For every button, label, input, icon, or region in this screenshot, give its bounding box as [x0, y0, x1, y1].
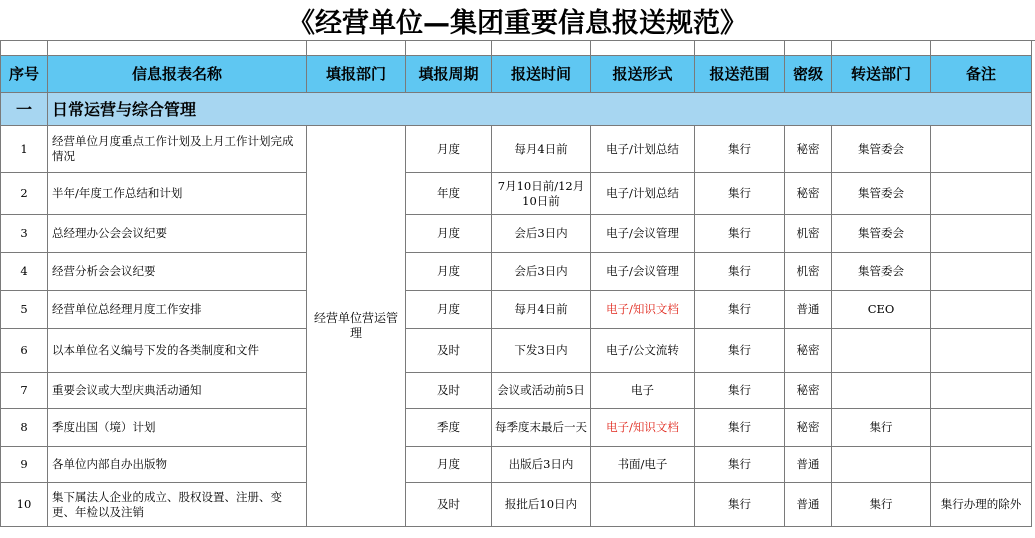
- header-cell-note: 备注: [931, 56, 1032, 93]
- note-cell: [931, 253, 1032, 291]
- scope-cell: 集行: [695, 483, 785, 527]
- cycle-cell: 及时: [406, 329, 492, 373]
- form-cell: 电子/公文流转: [591, 329, 695, 373]
- time-cell: 每月4日前: [492, 126, 591, 173]
- form-cell: [591, 483, 695, 527]
- report-name-cell: 经营单位总经理月度工作安排: [48, 291, 307, 329]
- time-cell: 会议或活动前5日: [492, 373, 591, 409]
- report-name-cell: 以本单位名义编号下发的各类制度和文件: [48, 329, 307, 373]
- table-row: [1, 126, 1032, 173]
- form-cell: 电子: [591, 373, 695, 409]
- secret-level-cell: 普通: [785, 447, 832, 483]
- department-merged-cell: 经营单位营运管理: [307, 126, 406, 527]
- table-row: [1, 291, 1032, 329]
- cycle-cell: 季度: [406, 409, 492, 447]
- forward-department-cell: [832, 329, 931, 373]
- secret-level-cell: 秘密: [785, 373, 832, 409]
- note-cell: 集行办理的除外: [931, 483, 1032, 527]
- note-cell: [931, 447, 1032, 483]
- cycle-cell: 月度: [406, 291, 492, 329]
- form-cell: 电子/计划总结: [591, 126, 695, 173]
- table-row: [1, 373, 1032, 409]
- header-cell-scope: 报送范围: [695, 56, 785, 93]
- header-cell-form: 报送形式: [591, 56, 695, 93]
- table-row: [1, 409, 1032, 447]
- cycle-cell: 月度: [406, 215, 492, 253]
- table-row: [1, 215, 1032, 253]
- forward-department-cell: 集行: [832, 409, 931, 447]
- row-number-cell: 10: [1, 483, 48, 527]
- scope-cell: 集行: [695, 373, 785, 409]
- form-cell: 电子/知识文档: [591, 409, 695, 447]
- forward-department-cell: 集管委会: [832, 173, 931, 215]
- cycle-cell: 月度: [406, 253, 492, 291]
- scope-cell: 集行: [695, 126, 785, 173]
- header-cell-forward-department: 转送部门: [832, 56, 931, 93]
- form-cell: 书面/电子: [591, 447, 695, 483]
- section-number: 一: [1, 93, 48, 126]
- forward-department-cell: CEO: [832, 291, 931, 329]
- secret-level-cell: 普通: [785, 291, 832, 329]
- report-name-cell: 经营单位月度重点工作计划及上月工作计划完成情况: [48, 126, 307, 173]
- forward-department-cell: 集管委会: [832, 215, 931, 253]
- cycle-cell: 月度: [406, 126, 492, 173]
- table-row: [1, 447, 1032, 483]
- section-row: [1, 93, 1032, 126]
- forward-department-cell: [832, 447, 931, 483]
- forward-department-cell: 集行: [832, 483, 931, 527]
- header-row: [1, 56, 1032, 93]
- secret-level-cell: 机密: [785, 253, 832, 291]
- secret-level-cell: 秘密: [785, 126, 832, 173]
- form-cell: 电子/计划总结: [591, 173, 695, 215]
- row-number-cell: 2: [1, 173, 48, 215]
- cycle-cell: 及时: [406, 373, 492, 409]
- document-title: 《经营单位—集团重要信息报送规范》: [0, 0, 1035, 41]
- note-cell: [931, 329, 1032, 373]
- info-report-table: [0, 40, 1032, 527]
- note-cell: [931, 215, 1032, 253]
- header-cell-secret-level: 密级: [785, 56, 832, 93]
- form-cell: 电子/知识文档: [591, 291, 695, 329]
- scope-cell: 集行: [695, 291, 785, 329]
- time-cell: 出版后3日内: [492, 447, 591, 483]
- row-number-cell: 1: [1, 126, 48, 173]
- scope-cell: 集行: [695, 447, 785, 483]
- secret-level-cell: 秘密: [785, 409, 832, 447]
- cycle-cell: 年度: [406, 173, 492, 215]
- forward-department-cell: 集管委会: [832, 253, 931, 291]
- row-number-cell: 8: [1, 409, 48, 447]
- scope-cell: 集行: [695, 329, 785, 373]
- form-cell: 电子/会议管理: [591, 253, 695, 291]
- time-cell: 会后3日内: [492, 253, 591, 291]
- report-name-cell: 集下属法人企业的成立、股权设置、注册、变更、年检以及注销: [48, 483, 307, 527]
- forward-department-cell: [832, 373, 931, 409]
- scope-cell: 集行: [695, 215, 785, 253]
- report-name-cell: 半年/年度工作总结和计划: [48, 173, 307, 215]
- header-cell-cycle: 填报周期: [406, 56, 492, 93]
- time-cell: 下发3日内: [492, 329, 591, 373]
- time-cell: 报批后10日内: [492, 483, 591, 527]
- table-row: [1, 253, 1032, 291]
- secret-level-cell: 秘密: [785, 173, 832, 215]
- table-row: [1, 483, 1032, 527]
- row-number-cell: 9: [1, 447, 48, 483]
- note-cell: [931, 409, 1032, 447]
- time-cell: 会后3日内: [492, 215, 591, 253]
- report-name-cell: 季度出国（境）计划: [48, 409, 307, 447]
- secret-level-cell: 机密: [785, 215, 832, 253]
- row-number-cell: 5: [1, 291, 48, 329]
- secret-level-cell: 秘密: [785, 329, 832, 373]
- scope-cell: 集行: [695, 409, 785, 447]
- report-name-cell: 总经理办公会会议纪要: [48, 215, 307, 253]
- header-cell-number: 序号: [1, 56, 48, 93]
- cycle-cell: 及时: [406, 483, 492, 527]
- note-cell: [931, 291, 1032, 329]
- note-cell: [931, 126, 1032, 173]
- note-cell: [931, 173, 1032, 215]
- blank-row: [1, 41, 1032, 56]
- scope-cell: 集行: [695, 253, 785, 291]
- report-name-cell: 经营分析会会议纪要: [48, 253, 307, 291]
- secret-level-cell: 普通: [785, 483, 832, 527]
- table-row: [1, 173, 1032, 215]
- row-number-cell: 6: [1, 329, 48, 373]
- section-title: 日常运营与综合管理: [48, 93, 1032, 126]
- time-cell: 每季度末最后一天: [492, 409, 591, 447]
- time-cell: 每月4日前: [492, 291, 591, 329]
- row-number-cell: 3: [1, 215, 48, 253]
- forward-department-cell: 集管委会: [832, 126, 931, 173]
- table-row: [1, 329, 1032, 373]
- header-cell-department: 填报部门: [307, 56, 406, 93]
- note-cell: [931, 373, 1032, 409]
- row-number-cell: 4: [1, 253, 48, 291]
- time-cell: 7月10日前/12月10日前: [492, 173, 591, 215]
- report-name-cell: 各单位内部自办出版物: [48, 447, 307, 483]
- header-cell-time: 报送时间: [492, 56, 591, 93]
- header-cell-report-name: 信息报表名称: [48, 56, 307, 93]
- cycle-cell: 月度: [406, 447, 492, 483]
- row-number-cell: 7: [1, 373, 48, 409]
- form-cell: 电子/会议管理: [591, 215, 695, 253]
- scope-cell: 集行: [695, 173, 785, 215]
- report-name-cell: 重要会议或大型庆典活动通知: [48, 373, 307, 409]
